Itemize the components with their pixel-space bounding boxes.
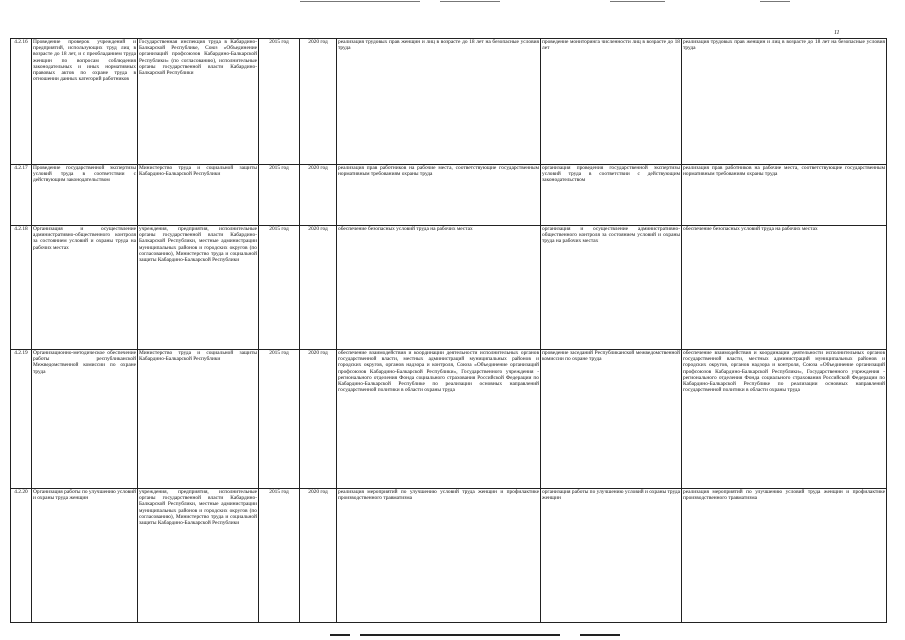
row-number: 4.2.18 [11, 226, 32, 350]
expected-result-cell: реализация мероприятий по улучшению условий труда женщин и профилактике производственного травматизма [337, 489, 541, 623]
executor-cell: учреждения, предприятия, исполнительные органы государственной власти Кабардино-Балкарской Республики, местные администрации муниципальных районов и городских округов (по согласованию), Министерство труда и социальной защиты Кабардино-Балкарской Республики [138, 226, 259, 350]
expected-result-cell: реализация прав работников на рабочие места, соответствующие государственным нормативным требованиям охраны труда [337, 165, 541, 226]
start-year-cell: 2015 год [259, 165, 300, 226]
indicator-cell: реализация трудовых прав женщин и лиц в возрасте до 18 лет на безопасные условия труда [682, 39, 887, 165]
indicator-cell: реализация прав работников на рабочие места, соответствующие государственным нормативным требованиям охраны труда [682, 165, 887, 226]
end-year-cell: 2020 год [300, 226, 337, 350]
content-cell: организация и осуществление административно-общественного контроля за состоянием условий и охраны труда на рабочих местах [541, 226, 682, 350]
content-cell: проведение мониторинга численности лиц в возрасте до 18 лет [541, 39, 682, 165]
end-year-cell: 2020 год [300, 165, 337, 226]
indicator-cell: реализация мероприятий по улучшению условий труда женщин и профилактике производственного травматизма [682, 489, 887, 623]
executor-cell: Государственная инспекция труда в Кабардино-Балкарской Республике, Союз «Объединение организаций профсоюзов Кабардино-Балкарской Республики» (по согласованию), исполнительные органы государственной власти Кабардино-Балкарской Республики [138, 39, 259, 165]
expected-result-cell: обеспечение взаимодействия и координации деятельности исполнительных органов государственной власти, местных администраций муниципальных районов и городских округов, органов надзора и контроля, Союза «Объединение организаций профсоюзов Кабардино-Балкарской Республики», Государственного учреждения - регионального отделения Фонда социального страхования Российской Федерации по Кабардино-Балкарской Республике по реализации основных направлений государственной политики в области охраны труда [337, 350, 541, 489]
page-number: 11 [834, 30, 840, 36]
action-cell: Проведение проверок учреждений и предприятий, использующих труд лиц в возрасте до 18 лет, и с преобладанием труда женщин по вопросам соблюдения законодательных и иных нормативных правовых актов по охране труда в отношении данных категорий работников [32, 39, 138, 165]
action-cell: Организация и осуществление административно-общественного контроля за состоянием условий и охраны труда на рабочих местах [32, 226, 138, 350]
measures-table [10, 38, 887, 623]
expected-result-cell: реализация трудовых прав женщин и лиц в возрасте до 18 лет на безопасные условия труда [337, 39, 541, 165]
action-cell: Организация работы по улучшению условий и охраны труда женщин [32, 489, 138, 623]
start-year-cell: 2015 год [259, 350, 300, 489]
executor-cell: Министерство труда и социальной защиты Кабардино-Балкарской Республики [138, 350, 259, 489]
start-year-cell: 2015 год [259, 489, 300, 623]
row-number: 4.2.20 [11, 489, 32, 623]
content-cell: проведение заседаний Республиканской межведомственной комиссии по охране труда [541, 350, 682, 489]
bottom-scan-marks [0, 630, 905, 640]
executor-cell: Министерство труда и социальной защиты Кабардино-Балкарской Республики [138, 165, 259, 226]
top-scan-marks [0, 0, 905, 6]
end-year-cell: 2020 год [300, 350, 337, 489]
expected-result-cell: обеспечение безопасных условий труда на рабочих местах [337, 226, 541, 350]
content-cell: организация проведения государственной экспертизы условий труда в соответствии с действующим законодательством [541, 165, 682, 226]
end-year-cell: 2020 год [300, 489, 337, 623]
row-number: 4.2.19 [11, 350, 32, 489]
table-row [11, 350, 887, 489]
table-row [11, 39, 887, 165]
table-row [11, 226, 887, 350]
row-number: 4.2.16 [11, 39, 32, 165]
start-year-cell: 2015 год [259, 226, 300, 350]
content-cell: организация работы по улучшению условий и охраны труда женщин [541, 489, 682, 623]
action-cell: Организационно-методическое обеспечение работы республиканской Межведомственной комиссии по охране труда [32, 350, 138, 489]
end-year-cell: 2020 год [300, 39, 337, 165]
table-row [11, 489, 887, 623]
indicator-cell: обеспечение взаимодействия и координации деятельности исполнительных органов государственной власти, местных администраций муниципальных районов и городских округов, органов надзора и контроля, Союза «Объединение организаций профсоюзов Кабардино-Балкарской Республики», Государственного учреждения - регионального отделения Фонда социального страхования Российской Федерации по Кабардино-Балкарской Республике по реализации основных направлений государственной политики в области охраны труда [682, 350, 887, 489]
executor-cell: учреждения, предприятия, исполнительные органы государственной власти Кабардино-Балкарской Республики, местные администрации муниципальных районов и городских округов (по согласованию), Министерство труда и социальной защиты Кабардино-Балкарской Республики [138, 489, 259, 623]
row-number: 4.2.17 [11, 165, 32, 226]
action-cell: Проведение государственной экспертизы условий труда в соответствии с действующим законодательством [32, 165, 138, 226]
start-year-cell: 2015 год [259, 39, 300, 165]
table-row [11, 165, 887, 226]
indicator-cell: обеспечение безопасных условий труда на рабочих местах [682, 226, 887, 350]
